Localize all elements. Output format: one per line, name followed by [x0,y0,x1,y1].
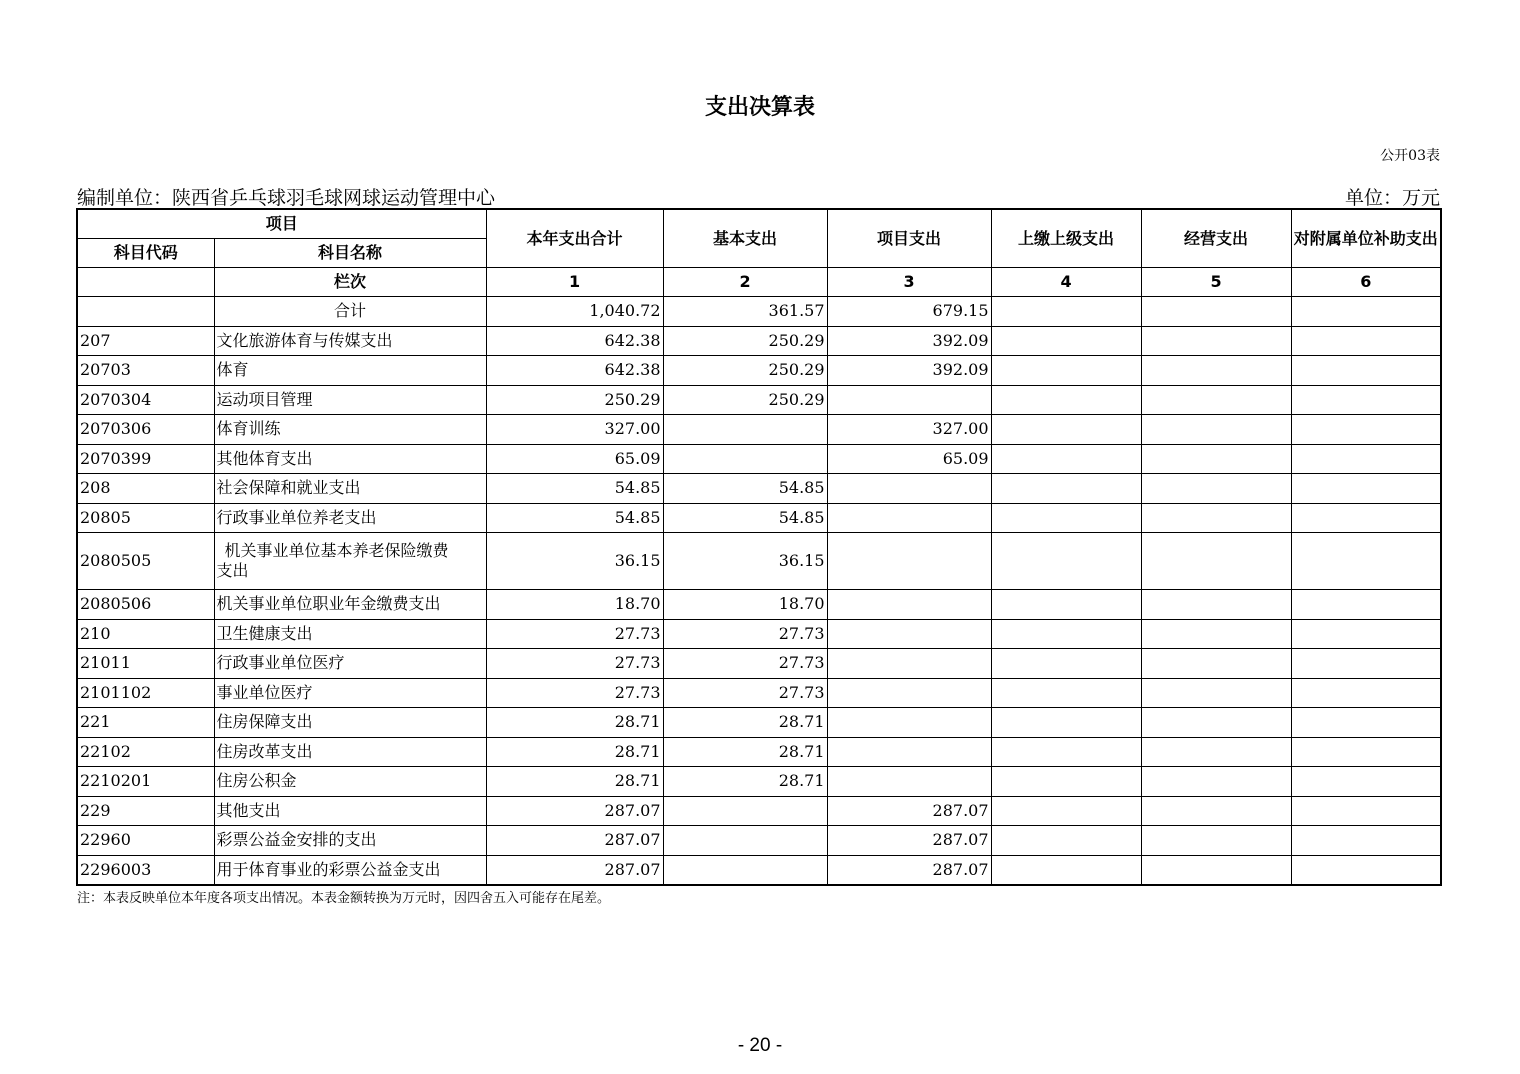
row-business [1141,444,1291,474]
page-number: - 20 - [737,1035,783,1056]
row-upper [991,590,1141,620]
row-upper [991,708,1141,738]
row-project [827,649,991,679]
row-business [1141,326,1291,356]
row-code: 229 [77,796,214,826]
row-subsidy [1291,678,1441,708]
row-upper [991,533,1141,590]
row-subsidy [1291,444,1441,474]
table-row [77,356,1441,386]
header-name: 科目名称 [214,239,486,268]
row-basic [663,796,827,826]
total-total: 1,040.72 [486,297,663,327]
row-project [827,385,991,415]
row-basic: 28.71 [663,767,827,797]
row-name: 体育 [214,356,486,386]
row-business [1141,855,1291,885]
total-business [1141,297,1291,327]
row-upper [991,678,1141,708]
header-business: 经营支出 [1141,209,1291,268]
table-row [77,590,1441,620]
row-upper [991,326,1141,356]
row-code: 208 [77,474,214,504]
row-basic [663,415,827,445]
row-total: 54.85 [486,503,663,533]
unit-label: 单位：万元 [1344,187,1440,209]
row-code: 221 [77,708,214,738]
table-row [77,474,1441,504]
row-name: 行政事业单位医疗 [214,649,486,679]
total-upper [991,297,1141,327]
row-upper [991,356,1141,386]
row-code: 20805 [77,503,214,533]
row-basic: 250.29 [663,385,827,415]
row-basic: 27.73 [663,649,827,679]
row-subsidy [1291,415,1441,445]
row-name: 卫生健康支出 [214,619,486,649]
header-project: 项目 [77,209,486,239]
header-code: 科目代码 [77,239,214,268]
row-upper [991,796,1141,826]
header-basic: 基本支出 [663,209,827,268]
table-row [77,415,1441,445]
row-total: 65.09 [486,444,663,474]
row-project [827,474,991,504]
row-basic: 36.15 [663,533,827,590]
row-total: 287.07 [486,826,663,856]
row-name: 运动项目管理 [214,385,486,415]
total-basic: 361.57 [663,297,827,327]
table-row [77,444,1441,474]
index-3: 3 [827,268,991,297]
row-total: 642.38 [486,356,663,386]
table-row [77,767,1441,797]
row-name: 住房公积金 [214,767,486,797]
row-total: 287.07 [486,796,663,826]
row-project [827,503,991,533]
table-row [77,796,1441,826]
row-business [1141,737,1291,767]
row-project: 65.09 [827,444,991,474]
row-subsidy [1291,855,1441,885]
row-upper [991,649,1141,679]
header-total: 本年支出合计 [486,209,663,268]
index-5: 5 [1141,268,1291,297]
row-name: 文化旅游体育与传媒支出 [214,326,486,356]
row-project [827,767,991,797]
row-business [1141,415,1291,445]
header-subsidy: 对附属单位补助支出 [1291,209,1441,268]
row-total: 28.71 [486,737,663,767]
total-project: 679.15 [827,297,991,327]
row-total: 27.73 [486,678,663,708]
row-basic: 27.73 [663,619,827,649]
row-project: 392.09 [827,356,991,386]
row-name [214,533,486,590]
row-business [1141,385,1291,415]
row-upper [991,444,1141,474]
row-business [1141,826,1291,856]
header-upper: 上缴上级支出 [991,209,1141,268]
row-name: 体育训练 [214,415,486,445]
row-subsidy [1291,533,1441,590]
row-code: 2296003 [77,855,214,885]
row-subsidy [1291,356,1441,386]
row-project: 392.09 [827,326,991,356]
row-name: 机关事业单位职业年金缴费支出 [214,590,486,620]
row-basic: 18.70 [663,590,827,620]
row-project: 327.00 [827,415,991,445]
row-code: 210 [77,619,214,649]
row-code: 2210201 [77,767,214,797]
row-upper [991,737,1141,767]
row-code: 2070304 [77,385,214,415]
row-subsidy [1291,590,1441,620]
total-label: 合计 [214,297,486,327]
header-project-exp: 项目支出 [827,209,991,268]
table-row [77,708,1441,738]
form-id: 公开03表 [1380,148,1440,164]
row-subsidy [1291,649,1441,679]
total-subsidy [1291,297,1441,327]
row-subsidy [1291,474,1441,504]
row-total: 18.70 [486,590,663,620]
row-basic [663,444,827,474]
row-name-line2: 支出 [216,561,249,580]
row-code: 2070306 [77,415,214,445]
row-subsidy [1291,619,1441,649]
total-row [77,297,1441,327]
row-name: 彩票公益金安排的支出 [214,826,486,856]
expenditure-table [76,208,1442,886]
row-total: 27.73 [486,619,663,649]
row-total: 327.00 [486,415,663,445]
row-upper [991,767,1141,797]
table-row [77,503,1441,533]
row-project [827,708,991,738]
row-name: 其他体育支出 [214,444,486,474]
total-code [77,297,214,327]
row-name: 行政事业单位养老支出 [214,503,486,533]
index-6: 6 [1291,268,1441,297]
row-business [1141,356,1291,386]
row-code: 207 [77,326,214,356]
row-name: 事业单位医疗 [214,678,486,708]
table-row [77,619,1441,649]
page-title: 支出决算表 [704,95,815,120]
row-basic: 28.71 [663,708,827,738]
index-label: 栏次 [214,268,486,297]
index-4: 4 [991,268,1141,297]
row-subsidy [1291,737,1441,767]
table-row [77,855,1441,885]
row-basic: 250.29 [663,356,827,386]
row-business [1141,590,1291,620]
row-basic: 250.29 [663,326,827,356]
row-total: 36.15 [486,533,663,590]
table-row [77,737,1441,767]
row-name-line1: 机关事业单位基本养老保险缴费 [224,541,449,560]
table-row [77,326,1441,356]
row-total: 287.07 [486,855,663,885]
row-business [1141,767,1291,797]
row-business [1141,503,1291,533]
table-row [77,533,1441,590]
row-project [827,590,991,620]
index-2: 2 [663,268,827,297]
row-basic [663,826,827,856]
row-upper [991,619,1141,649]
row-project [827,533,991,590]
row-upper [991,385,1141,415]
row-project: 287.07 [827,796,991,826]
row-basic: 27.73 [663,678,827,708]
row-business [1141,796,1291,826]
row-subsidy [1291,826,1441,856]
row-business [1141,678,1291,708]
footnote: 注：本表反映单位本年度各项支出情况。本表金额转换为万元时，因四舍五入可能存在尾差。 [77,891,611,906]
row-total: 28.71 [486,708,663,738]
row-project: 287.07 [827,826,991,856]
table-row [77,385,1441,415]
row-total: 54.85 [486,474,663,504]
row-business [1141,533,1291,590]
row-basic: 28.71 [663,737,827,767]
row-code: 2080505 [77,533,214,590]
table-row [77,826,1441,856]
row-project [827,678,991,708]
row-code: 22102 [77,737,214,767]
row-business [1141,649,1291,679]
row-subsidy [1291,385,1441,415]
row-project [827,619,991,649]
row-name: 社会保障和就业支出 [214,474,486,504]
row-upper [991,503,1141,533]
row-project [827,737,991,767]
row-name: 住房改革支出 [214,737,486,767]
row-name: 住房保障支出 [214,708,486,738]
row-total: 642.38 [486,326,663,356]
row-upper [991,855,1141,885]
table-row [77,678,1441,708]
row-name: 其他支出 [214,796,486,826]
row-basic: 54.85 [663,474,827,504]
index-blank [77,268,214,297]
row-basic: 54.85 [663,503,827,533]
row-business [1141,619,1291,649]
row-upper [991,474,1141,504]
row-subsidy [1291,767,1441,797]
row-subsidy [1291,503,1441,533]
row-code: 2070399 [77,444,214,474]
row-subsidy [1291,326,1441,356]
org-label: 编制单位：陕西省乒乓球羽毛球网球运动管理中心 [77,187,496,209]
row-basic [663,855,827,885]
row-business [1141,708,1291,738]
row-code: 22960 [77,826,214,856]
row-code: 2080506 [77,590,214,620]
row-total: 27.73 [486,649,663,679]
row-subsidy [1291,796,1441,826]
row-code: 20703 [77,356,214,386]
row-upper [991,415,1141,445]
row-code: 2101102 [77,678,214,708]
index-1: 1 [486,268,663,297]
row-code: 21011 [77,649,214,679]
row-subsidy [1291,708,1441,738]
table-row [77,649,1441,679]
row-business [1141,474,1291,504]
row-total: 250.29 [486,385,663,415]
row-upper [991,826,1141,856]
row-total: 28.71 [486,767,663,797]
row-project: 287.07 [827,855,991,885]
row-name: 用于体育事业的彩票公益金支出 [214,855,486,885]
